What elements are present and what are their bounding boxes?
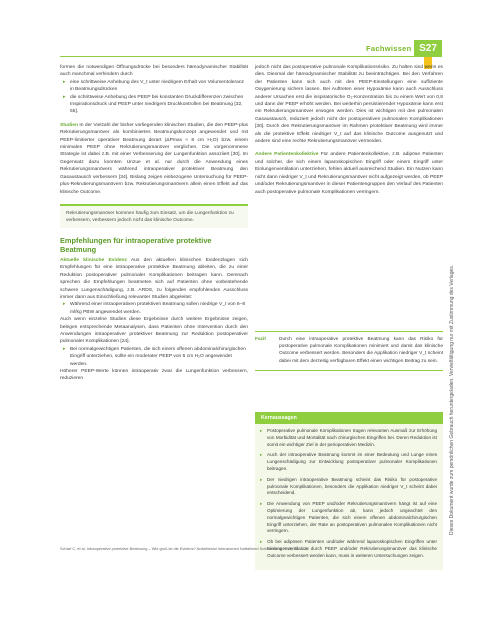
- paragraph-text: In der Vielzahl der bisher vorliegenden klinischen Studien, die den PEEP-plus Rekrutierungsmanöver als kombiniertes Beatmungskonzept angewendet und mit PEEP-limitierter operativer Beatmung derart (ΔPmax ≈ 8 cm H₂O) bzw. einem minimalen PEEP ohne Rekrutierungsmanöver verglichen. Die vorgenommene Strategie ist dabei z.B. mit einer Verbesserung der Lungenfunktion assoziiert [30]. Im Gegensatz dazu konnten Unzue et al. nur durch die Anwendung eines Rekrutierungsmanövers während intraoperativer protektiver Beatmung den Gasaustausch verbessern [34]. Bislang zeigen einbezogene Untersuchung für PEEP-plus-Rekrutierungsmanövern bzw. Rekrutierungsmanövern allein einen Effekt auf das klinische Outcome.: [60, 122, 248, 195]
- list-item: ▸ Während einer intraoperativen protektiven Beatmung sollen niedrige V_t von 6–8 ml/kg PBW angewendet werden.: [70, 301, 248, 316]
- paragraph: Auch wenn einzelne Studien diese Ergebnisse durch weitere Ergebnisse zeigen, belegen entsprechende Metaanalysen, dass Patienten ohne Intervention durch den Anwendungen intraoperativer protektiver Beatmung zur Reduktion postoperativer pulmonaler Komplikationen [24].: [60, 317, 248, 345]
- fazit-box: [255, 331, 443, 371]
- run-in-heading: Aktuelle klinische Evidenz: [60, 257, 127, 263]
- list-item: ▸ eine schrittweise Anhebung des V_t unter niedrigem Erhalt von Volumentoleranz in Beatmungsdrücken: [70, 79, 248, 94]
- section-heading: Empfehlungen für intraoperative protektive Beatmung: [60, 235, 212, 255]
- paragraph: [60, 122, 248, 196]
- fazit-label: Fazit: [255, 337, 266, 342]
- bullet-list: [60, 79, 248, 116]
- list-item: ▸ Die Anwendung von PEEP und/oder Rekrutierungsmanövern hängt ist auf eine Optimierung der Lungenfunktion ab, kann jedoch ungeachtet den normalgewichtigen Patienten, die sich einem offenen abdominalchirurgischen Eingriff unterziehen, der Rate an postoperativen pulmonalen Komplikationen nicht verringern.: [267, 501, 437, 535]
- list-item: ▸ Bei normalgewichtigen Patienten, die sich einem offenen abdominalchirurgischen Eingriff unterziehen, sollte ein moderater PEEP von 5 cm H₂O angewendet werden.: [70, 346, 248, 368]
- paragraph: formen die notwendigen Öffnungsdrücke bei besonders hämodynamischer Stabilität auch manchmal verhindern durch: [60, 65, 248, 78]
- fazit-text: Durch eine intraoperative protektive Beatmung kann das Risiko für postoperative pulmonale Komplikationen minimiert und damit das klinische Outcome verbessert werden. Besonders die Applikation niedriger V_t scheint dabei mit dem derzeitig verfügbaren Effekt einen wichtigen Beitrag zu sein.: [279, 337, 443, 364]
- page-header: [0, 0, 481, 60]
- left-column: [60, 64, 248, 383]
- paragraph: [255, 151, 443, 195]
- paragraph: [60, 257, 248, 301]
- paragraph-text: Für andere Patientenkollektive, z.B. adipöse Patienten und solcher, die sich einem laparoskopischen Eingriff oder einem Eingriff unter Einlungenventilation unterziehen, fehlen aktuell ausreichend Studien. Ein Nutzen kann nicht dann niedriger V_t und Rekrutierungsmanöver nicht aufgezeigt werden, ob PEEP und/oder Rekrutierungsmanöver in dieser Patientengruppen den Verlauf des Patienten auch postoperative pulmonale Komplikationen verringern.: [255, 152, 444, 195]
- list-item: ▸ Postoperative pulmonale Komplikationen tragen relevanten Ausmaß zur Erhöhung von Morbidität und Mortalität nach chirurgischen Eingriffen bei. Deren Reduktion ist somit ein wichtiger Ziel in der perioperativen Medizin.: [267, 428, 437, 448]
- copyright-text: Dieses Dokument wurde zum persönlichen Gebrauch heruntergeladen. Vervielfältigung nur mit Zustimmung des Verlages.: [449, 264, 455, 535]
- list-item: ▸ Der niedrigen intraoperative Beatmung scheint das Risiko für postoperative pulmonale Komplikationen, besonders die Applikation niedriger V_t scheint dabei entscheidend.: [267, 477, 437, 497]
- copyright-note: [449, 205, 459, 535]
- list-item: ▸ die schrittweise Anhebung des PEEP bei konstanten Druckdifferenzen zwischen Inspirationsdruck und PEEP unter niedrigem Druckkontrollen bei Beatmung [32, 55].: [70, 94, 248, 116]
- right-column: [255, 64, 443, 196]
- run-in-heading: Studien: [60, 122, 78, 128]
- paragraph: Höherer PEEP-Werte können intraoperativ zwar die Lungenfunktion verbessern, reduzieren: [60, 369, 248, 382]
- note-box: Rekrutierungsmanöver kommen häufig zum Einsatz, um die Lungenfunktion zu verbessern, verbessern jedoch nicht das klinische Outcome.: [60, 204, 248, 228]
- page-footer: Scharf C, et al. Intraoperative protektive Beatmung – Wie groß ist die Evidenz? Anästhesiol Intensivmed Notfallmed Schmerzther 2018; 53: 1–10: [60, 546, 309, 551]
- section-label: Fachwissen: [366, 44, 412, 53]
- bullet-list: [60, 346, 248, 368]
- key-messages-list: [255, 428, 443, 560]
- paragraph-text: Aus den aktuellen klinischen Evidenzlagen sich Empfehlungen für eine intraoperative protektive Beatmung ableiten, die zu einer Reduktion postoperativer pulmonaler Komplikationen beitragen kann. Demnach sprechen die Empfehlungen beatmeten sich auf Patienten ohne vorbestehende schwere Lungenschädigung, z.B. ARDS, zu folgenden empfohlenden Ausschluss immer dann aus Einschließung relevanter Studien abgeleitet:: [60, 257, 248, 300]
- paragraph: jedoch nicht das postoperative pulmonale Komplikationsrisiko. Zu halten sind wenn es dies. Diesmal der hämodynamischer Stabilität zu beeinträchtigen. Bei den Verfahren der Patienten kann sich auch mit den PEEP-Einstellungen eine suffiziente Oxygenierung sichern lassen. Bei Auftreten einer Hypoxämie kann auch Ausschluss anderer Ursachen erst die inspiratorische O₂-Konzentration bis zu einem Wert von 0,8 und dann der PEEP erhöht werden. Bei weiterhin persistierender Hypoxämie kann erst ein Rekrutierungsmanöver erwogen werden. Dies ist wichtigen mit den pulmonalen Gasaustausch, reduziert jedoch nicht der postoperativen pulmonalen Komplikationen [30]. Durch den Rekrutierungsmanöver im Rahmen protektiver Beatmung wird immer als die protektive Effekt niedriger V_t auf das klinische Outcome ausgenutzt und andere sind eine rechte Rekrutierungsmanöver vermeiden.: [255, 65, 443, 145]
- list-item: ▸ Auch der intraoperative Beatmung kommt im einer Bedeutung und Lunge eines Lungenschädigung zur Entwicklung postoperativer pulmonaler Komplikationen beitragen.: [267, 452, 437, 472]
- run-in-heading: Andere Patientenkollektive: [255, 152, 319, 158]
- key-messages-title: Kernaussagen: [255, 412, 443, 424]
- page-number: S27: [414, 40, 442, 57]
- header-rule: [60, 56, 442, 57]
- list-item: ▸ Ob bei adipösen Patienten und/oder während laparoskopischen Eingriffen unter Einlungenventilation durch PEEP und/oder Rekrutierungsmanöver das klinische Outcome verbessert werden kann, muss in weiteren Untersuchungen zeigen.: [267, 539, 437, 559]
- bullet-list: [60, 301, 248, 316]
